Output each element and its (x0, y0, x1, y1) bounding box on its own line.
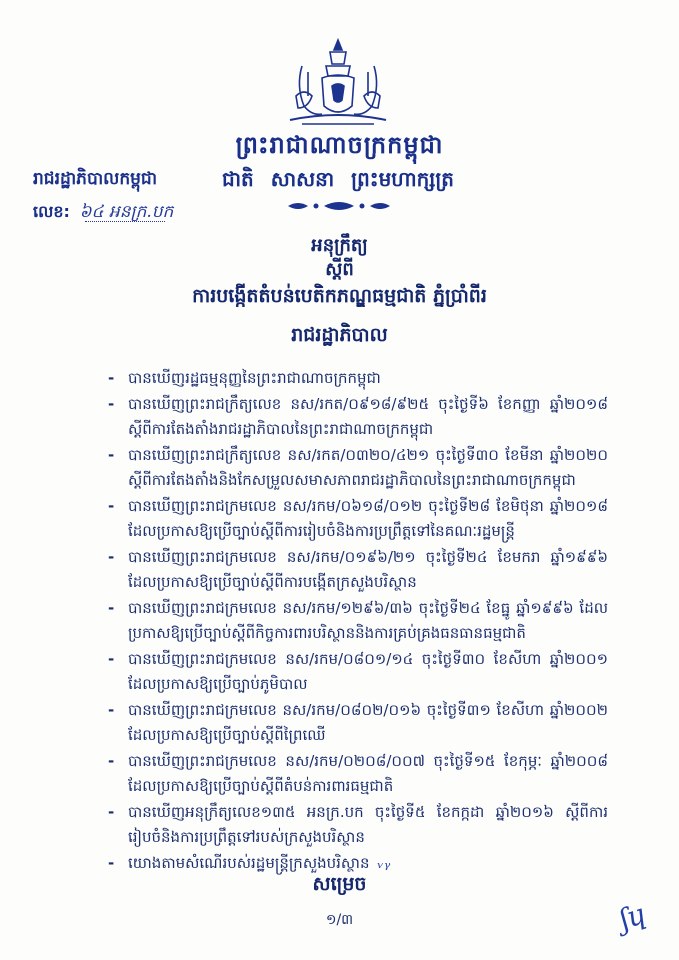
issuer: រាជរដ្ឋាភិបាល (291, 324, 388, 346)
list-item: - បានឃើញព្រះរាជក្រឹត្យលេខ នស/រកត/០៣២០/៤២១ ចុះថ្ងៃទី៣០ ខែមីនា ឆ្នាំ២០២០ ស្តីពីការតែងតាំងនិងកែសម្រួលសមាសភាពរាជរដ្ឋាភិបាលនៃព្រះរាជាណាចក្រកម្ពុជា (108, 443, 608, 493)
list-item: - បានឃើញព្រះរាជក្រមលេខ នស/រកម/១២៩៦/៣៦ ចុះថ្ងៃទី២៤ ខែធ្នូ ឆ្នាំ១៩៩៦ ដែលប្រកាសឱ្យប្រើច្បាប់ស្តីពីកិច្ចការពារបរិស្ថាននិងការគ្រប់គ្រងធនធានធម្មជាតិ (108, 596, 608, 646)
handwritten-signature-icon: ʃɥ (615, 896, 651, 937)
handwritten-initial-mark-icon: ᵥᵧ (377, 853, 391, 873)
decorative-divider-icon (286, 198, 392, 214)
reference-number (33, 201, 173, 226)
royal-coat-of-arms-icon (282, 36, 394, 128)
list-item: - បានឃើញព្រះរាជក្រមលេខ នស/រកម/០៨០២/០១៦ ចុះថ្ងៃទី៣១ ខែសីហា ឆ្នាំ២០០២ ដែលប្រកាសឱ្យប្រើច្បាប់ស្តីពីព្រៃឈើ (108, 698, 608, 748)
document-type: អនុក្រឹត្យ (311, 235, 368, 256)
list-item: - យោងតាមសំណើរបស់រដ្ឋមន្ត្រីក្រសួងបរិស្ថាន ᵥᵧ (108, 851, 608, 876)
list-item: - បានឃើញព្រះរាជក្រមលេខ នស/រកម/០១៩៦/២១ ចុះថ្ងៃទី២៤ ខែមករា ឆ្នាំ១៩៩៦ ដែលប្រកាសឱ្យប្រើច្បាប់ស្តីពីការបង្កើតក្រសួងបរិស្ថាន (108, 545, 608, 595)
list-item: - បានឃើញរដ្ឋធម្មនុញ្ញនៃព្រះរាជាណាចក្រកម្ពុជា (108, 366, 608, 391)
list-item: - បានឃើញព្រះរាជក្រឹត្យលេខ នស/រកត/០៩១៨/៩២៥ ចុះថ្ងៃទី៦ ខែកញ្ញា ឆ្នាំ២០១៨ ស្តីពីការតែងតាំងរាជរដ្ឋាភិបាលនៃព្រះរាជាណាចក្រកម្ពុជា (108, 392, 608, 442)
kingdom-title: ព្រះរាជាណាចក្រកម្ពុជា (235, 131, 444, 159)
government-name: រាជរដ្ឋាភិបាលកម្ពុជា (33, 169, 158, 189)
list-item: - បានឃើញព្រះរាជក្រមលេខ នស/រកម/០៦១៨/០១២ ចុះថ្ងៃទី២៨ ខែមិថុនា ឆ្នាំ២០១៨ ដែលប្រកាសឱ្យប្រើច្បាប់ស្តីពីការរៀបចំនិងការប្រព្រឹត្តទៅនៃគណៈរដ្ឋមន្ត្រី (108, 494, 608, 544)
about-label: ស្តីពី (325, 259, 354, 280)
list-item: - បានឃើញព្រះរាជក្រមលេខ នស/រកម/០៨០១/១៤ ចុះថ្ងៃទី៣០ ខែសីហា ឆ្នាំ២០០១ ដែលប្រកាសឱ្យប្រើច្បាប់ភូមិបាល (108, 647, 608, 697)
decree-subject: ការបង្កើតតំបន់បេតិកភណ្ឌធម្មជាតិ ភ្នំប្រាំពីរ (192, 285, 487, 307)
considerations-list (108, 366, 608, 877)
national-motto: ជាតិ សាសនា ព្រះមហាក្សត្រ (222, 167, 454, 191)
decree-title-block (0, 234, 679, 348)
decision-heading: សម្រេច (312, 873, 367, 895)
reference-dotted-line (85, 221, 165, 222)
handwritten-reference-number: ៦៤ អនក្រ.បក (79, 202, 174, 222)
list-item: - បានឃើញអនុក្រឹត្យលេខ១៣៥ អនក្រ.បក ចុះថ្ងៃទី៥ ខែកក្កដា ឆ្នាំ២០១៦ ស្តីពីការរៀបចំនិងការប្រព្រឹត្តទៅរបស់ក្រសួងបរិស្ថាន (108, 800, 608, 850)
page-number: ១/៣ (325, 912, 354, 928)
list-item: - បានឃើញព្រះរាជក្រមលេខ នស/រកម/០២០៨/០០៧ ចុះថ្ងៃទី១៥ ខែកុម្ភៈ ឆ្នាំ២០០៨ ដែលប្រកាសឱ្យប្រើច្បាប់ស្តីពីតំបន់ការពារធម្មជាតិ (108, 749, 608, 799)
reference-label: លេខ: (33, 202, 70, 221)
